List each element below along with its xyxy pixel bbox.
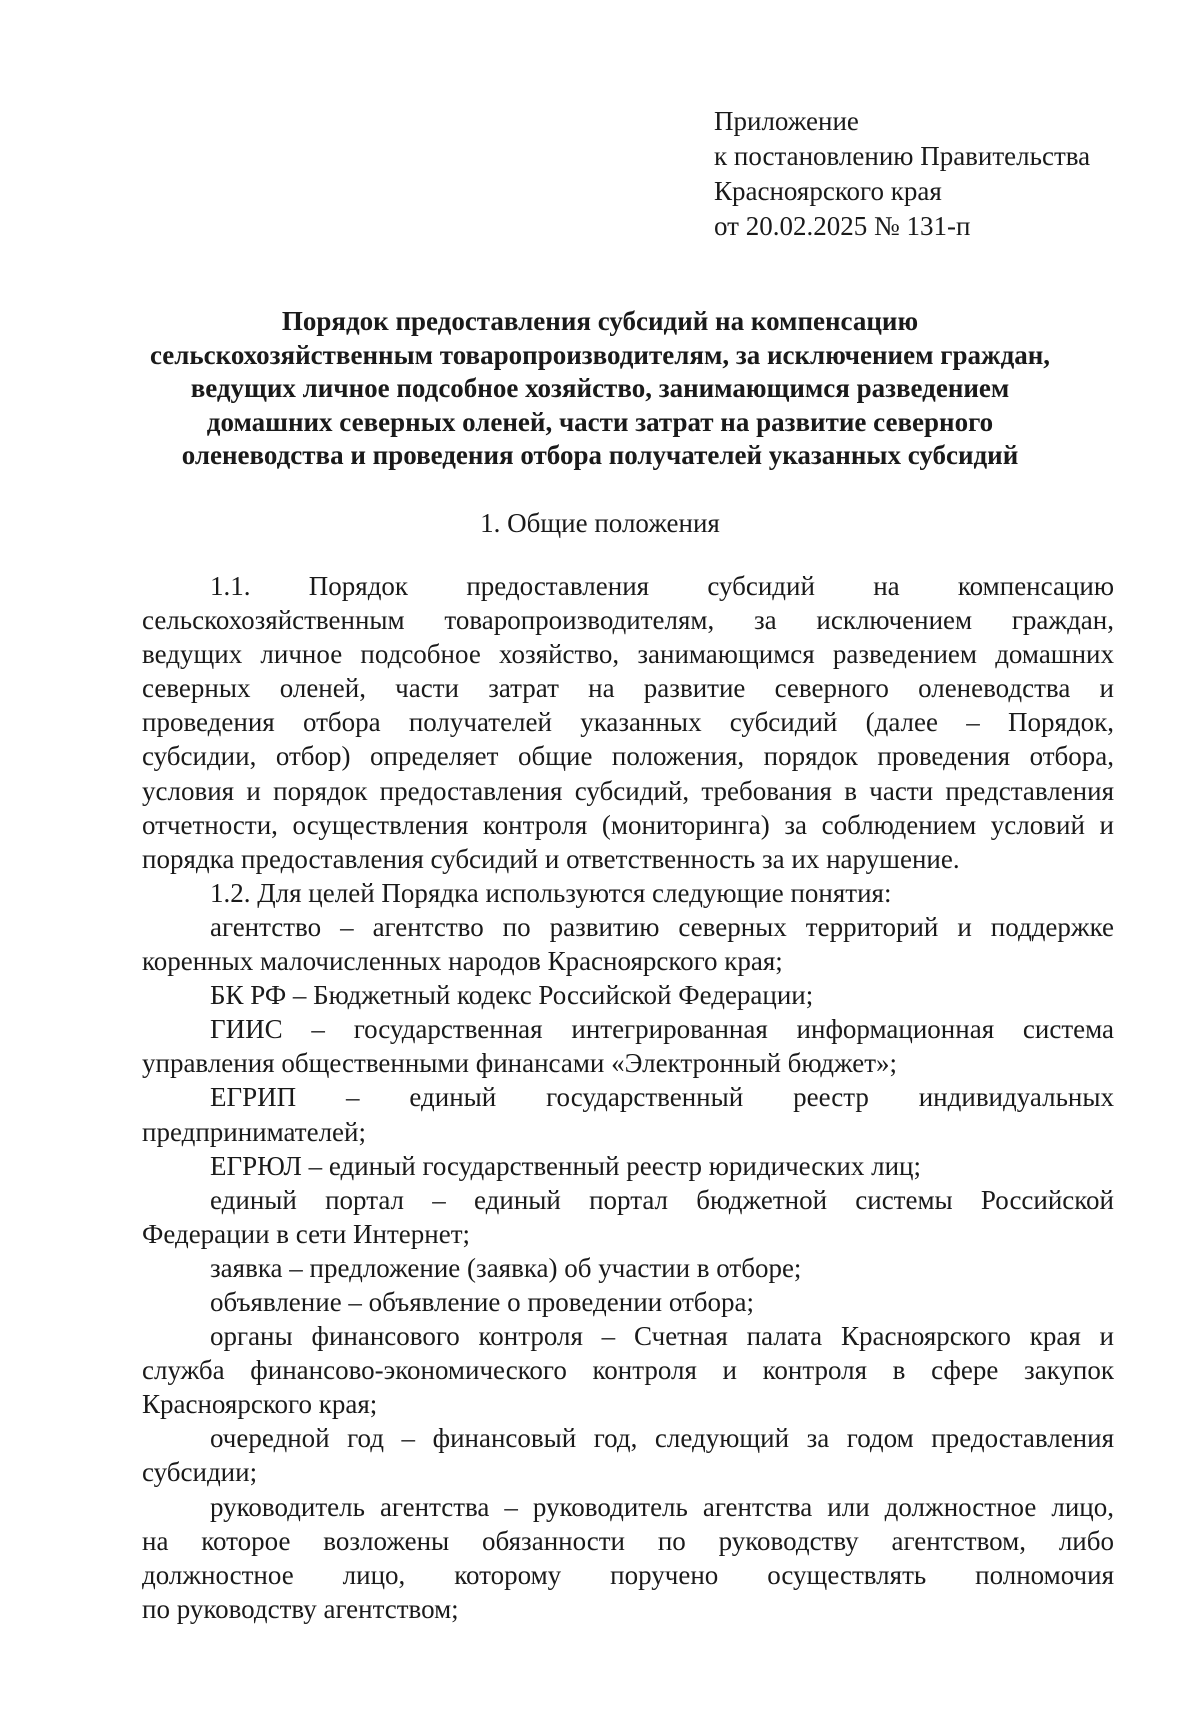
body-text bbox=[142, 569, 1114, 1626]
attachment-block bbox=[714, 104, 1090, 244]
definition-line: Федерации в сети Интернет; bbox=[142, 1218, 471, 1249]
attachment-line: Красноярского края bbox=[714, 176, 942, 206]
definition-line: субсидии; bbox=[142, 1457, 258, 1488]
definition-line: Красноярского края; bbox=[142, 1389, 378, 1420]
attachment-line: к постановлению Правительства bbox=[714, 141, 1091, 171]
definition-line: объявление – объявление о проведении отбора; bbox=[210, 1286, 755, 1317]
definition-line: ЕГРИП – единый государственный реестр индивидуальных bbox=[210, 1082, 1114, 1113]
definition-line: коренных малочисленных народов Красноярского края; bbox=[142, 946, 783, 977]
paragraph-line: проведения отбора получателей указанных субсидий (далее – Порядок, bbox=[142, 707, 1114, 738]
paragraph-line: условия и порядок предоставления субсидий, требования в части представления bbox=[142, 775, 1114, 806]
attachment-line: Приложение bbox=[714, 106, 859, 136]
section-heading: 1. Общие положения bbox=[480, 508, 720, 538]
definition-line: органы финансового контроля – Счетная палата Красноярского края и bbox=[210, 1321, 1114, 1352]
paragraph-line: ведущих личное подсобное хозяйство, занимающимся разведением домашних bbox=[142, 639, 1114, 670]
paragraph-line: северных оленей, части затрат на развитие северного оленеводства и bbox=[142, 673, 1114, 704]
definition-line: на которое возложены обязанности по руководству агентством, либо bbox=[142, 1525, 1114, 1556]
definition-line: агентство – агентство по развитию северных территорий и поддержке bbox=[210, 911, 1114, 942]
paragraph-line: 1.2. Для целей Порядка используются следующие понятия: bbox=[210, 877, 892, 908]
definition-line: должностное лицо, которому поручено осуществлять полномочия bbox=[142, 1559, 1114, 1590]
title-line: ведущих личное подсобное хозяйство, занимающимся разведением bbox=[190, 373, 1010, 403]
title-line: оленеводства и проведения отбора получателей указанных субсидий bbox=[181, 440, 1019, 470]
scan-artifact bbox=[470, 1702, 630, 1716]
definition-line: служба финансово-экономического контроля и контроля в сфере закупок bbox=[142, 1355, 1114, 1386]
definition-line: БК РФ – Бюджетный кодекс Российской Федерации; bbox=[210, 980, 814, 1011]
paragraph-line: субсидии, отбор) определяет общие положения, порядок проведения отбора, bbox=[142, 741, 1114, 772]
definition-line: очередной год – финансовый год, следующий за годом предоставления bbox=[210, 1423, 1114, 1454]
definition-line: по руководству агентством; bbox=[142, 1593, 459, 1624]
definition-line: предпринимателей; bbox=[142, 1116, 366, 1147]
definition-line: управления общественными финансами «Электронный бюджет»; bbox=[142, 1048, 898, 1079]
definition-line: заявка – предложение (заявка) об участии в отборе; bbox=[210, 1252, 802, 1283]
definition-line: ГИИС – государственная интегрированная информационная система bbox=[210, 1014, 1114, 1045]
definition-line: руководитель агентства – руководитель агентства или должностное лицо, bbox=[210, 1491, 1114, 1522]
definition-line: ЕГРЮЛ – единый государственный реестр юридических лиц; bbox=[210, 1150, 921, 1181]
paragraph-line: порядка предоставления субсидий и ответственность за их нарушение. bbox=[142, 843, 960, 874]
attachment-date-number: от 20.02.2025 № 131-п bbox=[714, 211, 971, 241]
paragraph-line: сельскохозяйственным товаропроизводителям, за исключением граждан, bbox=[142, 605, 1114, 636]
paragraph-line: 1.1. Порядок предоставления субсидий на компенсацию bbox=[210, 571, 1114, 601]
title-line: домашних северных оленей, части затрат на развитие северного bbox=[206, 406, 994, 437]
document-title bbox=[130, 305, 1070, 473]
paragraph-line: отчетности, осуществления контроля (мониторинга) за соблюдением условий и bbox=[142, 809, 1114, 840]
title-line: сельскохозяйственным товаропроизводителям, за исключением граждан, bbox=[149, 339, 1051, 370]
definition-line: единый портал – единый портал бюджетной системы Российской bbox=[210, 1184, 1114, 1215]
title-line: Порядок предоставления субсидий на компенсацию bbox=[281, 306, 919, 336]
